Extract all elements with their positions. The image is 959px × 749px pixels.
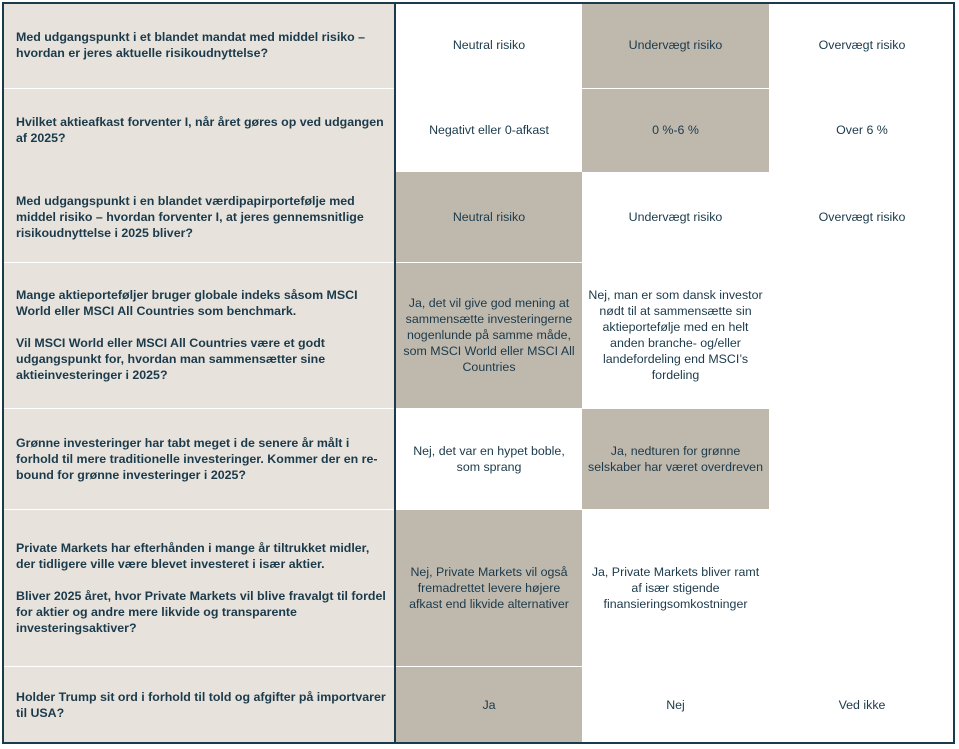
question-cell [2,172,395,262]
question-cell [2,2,395,88]
question-text-secondary: Bliver 2025 året, hvor Private Markets vil blive fravalgt til fordel for aktier og andre mere likvide og transparente investeringsaktiver? [16,588,386,635]
answer-cell: Nej, det var en hypet boble, som sprang [395,408,582,509]
question-text: Med udgangspunkt i en blandet værdipapirportefølje med middel risiko – hvordan forventer I, at jeres gennemsnitlige risikoudnyttelse i 2025 bliver? [16,193,364,240]
answer-cell-selected: Ja [395,666,582,744]
answer-cell: Ved ikke [838,698,886,713]
table-row [2,172,955,262]
answer-cell: Nej [666,698,685,713]
survey-table-frame [2,2,955,744]
answer-cell-empty [769,509,955,666]
question-cell [2,88,395,172]
answer-cell-selected: Ja, det vil give god mening at sammensætte investeringerne nogenlunde på samme måde, som MSCI World eller MSCI All Countries [395,262,582,408]
table-row [2,509,955,666]
question-text: Med udgangspunkt i et blandet mandat med middel risiko – hvordan er jeres aktuelle risikoudnyttelse? [16,29,366,60]
question-cell [2,509,395,666]
question-text: Holder Trump sit ord i forhold til told og afgifter på importvarer til USA? [16,690,386,721]
table-row [2,666,955,744]
answer-cell: Ja, Private Markets bliver ramt af især stigende finansieringsomkostninger [582,509,769,666]
question-cell [2,262,395,408]
answer-cell: Neutral risiko [395,2,582,88]
question-cell [2,666,395,744]
table-row [2,88,955,172]
answer-cell-selected: Ja, nedturen for grønne selskaber har været overdreven [582,408,769,509]
survey-table [2,2,955,744]
question-text: Grønne investeringer har tabt meget i de senere år målt i forhold til mere traditionelle investeringer. Kommer der en re-bound for grønne investeringer i 2025? [16,435,378,482]
answer-cell-empty [769,408,955,509]
question-cell [2,408,395,509]
answer-cell-selected: 0 %-6 % [582,88,769,172]
answer-cell-selected: Undervægt risiko [582,2,769,88]
answer-cell-selected: Neutral risiko [395,172,582,262]
question-text: Private Markets har efterhånden i mange år tiltrukket midler, der tidligere ville være blevet investeret i især aktier. [16,540,370,571]
answer-cell: Nej, man er som dansk investor nødt til at sammensætte sin aktieportefølje med en helt anden branche- og/eller landefordeling end MSCI’s fordeling [582,262,769,408]
table-row [2,262,955,408]
answer-cell: Over 6 % [836,123,888,138]
table-row [2,2,955,88]
answer-cell: Undervægt risiko [582,172,769,262]
answer-cell: Overvægt risiko [769,2,955,88]
answer-cell-empty [769,262,955,408]
answer-cell: Overvægt risiko [769,172,955,262]
answer-cell-selected: Nej, Private Markets vil også fremadrettet levere højere afkast end likvide alternativer [395,509,582,666]
question-text: Hvilket aktieafkast forventer I, når året gøres op ved udgangen af 2025? [16,115,384,146]
answer-cell: Negativt eller 0-afkast [429,123,549,138]
question-text: Mange aktieporteføljer bruger globale indeks såsom MSCI World eller MSCI All Countries som benchmark. [16,288,358,318]
question-text-secondary: Vil MSCI World eller MSCI All Countries være et godt udgangspunkt for, hvordan man sammensætter sine aktieinvesteringer i 2025? [16,336,326,382]
table-row [2,408,955,509]
